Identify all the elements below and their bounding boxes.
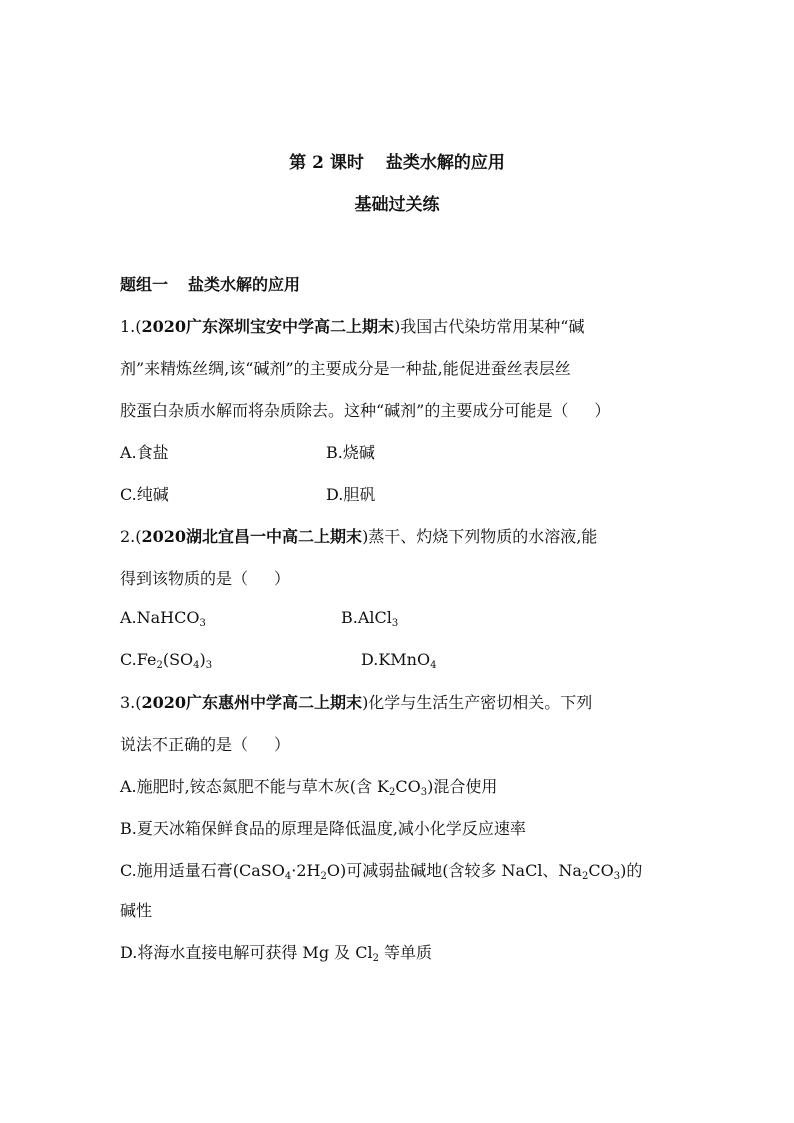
q3-option-d: D.将海水直接电解可获得 Mg 及 $Cl_2$ 等单质 xyxy=(120,943,433,964)
section-title: 盐类水解的应用 xyxy=(188,275,301,294)
q3-option-b: B.夏天冰箱保鲜食品的原理是降低温度,减小化学反应速率 xyxy=(120,819,526,838)
q3-option-c-continued: 碱性 xyxy=(120,901,153,920)
lesson-number: 第 2 课时 xyxy=(289,153,364,173)
q2-option-d: D.KMnO$_4$ xyxy=(361,650,437,671)
q2-option-b: B.AlCl$_3$ xyxy=(341,608,399,629)
q2-source: 2020湖北宜昌一中高二上期末 xyxy=(141,527,363,546)
q3-line1: 3.(2020广东惠州中学高二上期末)化学与生活生产密切相关。下列 xyxy=(120,693,593,712)
q2-line2: 得到该物质的是（ ） xyxy=(120,569,291,588)
q1-option-d: D.胆矾 xyxy=(326,485,376,504)
q1-source: 2020广东深圳宝安中学高二上期末 xyxy=(141,317,395,336)
q1-option-c: C.纯碱 xyxy=(120,485,169,504)
q3-option-c: C.施用适量石膏$(CaSO_4\cdot 2H_2O)$可减弱盐碱地(含较多 NaCl、$Na_2CO_3$)的 xyxy=(120,861,643,882)
q3-option-a: A.施肥时,铵态氮肥不能与草木灰(含 $K_2CO_3$)混合使用 xyxy=(120,777,498,798)
section-heading xyxy=(120,272,300,295)
q3-line2: 说法不正确的是（ ） xyxy=(120,735,291,754)
q2-line1: 2.(2020湖北宜昌一中高二上期末)蒸干、灼烧下列物质的水溶液,能 xyxy=(120,527,598,546)
q1-option-a: A.食盐 xyxy=(120,443,169,462)
q2-option-a: A.NaHCO$_3$ xyxy=(120,608,206,629)
q1-line1: 1.(2020广东深圳宝安中学高二上期末)我国古代染坊常用某种“碱 xyxy=(120,317,585,336)
lesson-topic: 盐类水解的应用 xyxy=(385,153,505,173)
section-label: 题组一 xyxy=(120,275,169,294)
q1-line3: 胶蛋白杂质水解而将杂质除去。这种“碱剂”的主要成分可能是（ ） xyxy=(120,401,611,420)
lesson-title xyxy=(0,148,794,173)
q1-line2: 剂”来精炼丝绸,该“碱剂”的主要成分是一种盐,能促进蚕丝表层丝 xyxy=(120,359,571,378)
q1-option-b: B.烧碱 xyxy=(326,443,375,462)
q2-option-c: $C.Fe_2(SO_4)_3$ xyxy=(120,650,213,671)
q3-source: 2020广东惠州中学高二上期末 xyxy=(141,693,363,712)
lesson-subtitle: 基础过关练 xyxy=(354,195,440,215)
